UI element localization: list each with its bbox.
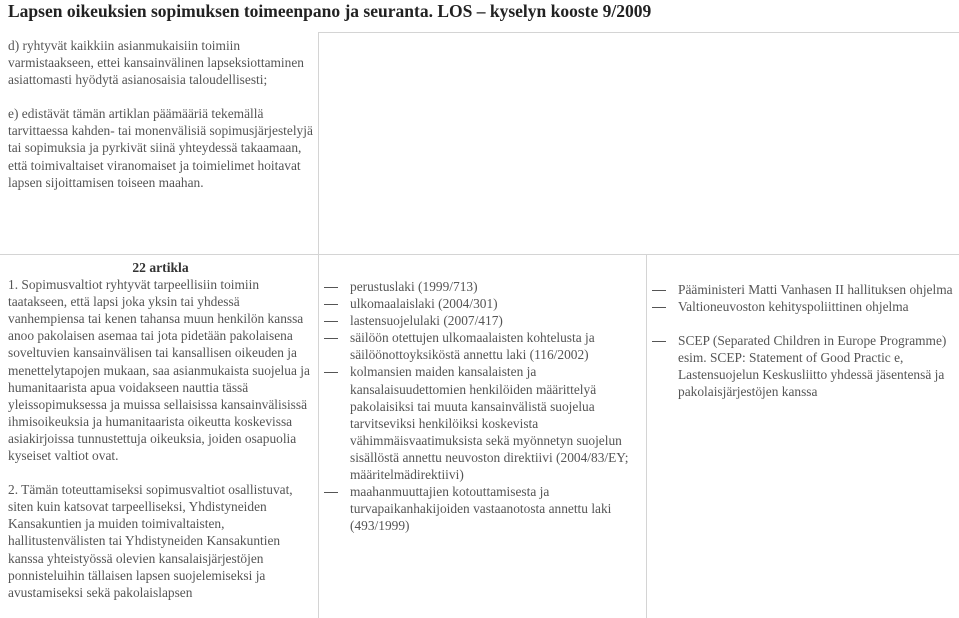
list-item: SCEP (Separated Children in Europe Programme) esim. SCEP: Statement of Good Practic e, Lastensuojelun Keskusliitto yhdessä jäsentensä ja pakolaisjärjestöjen kanssa (650, 332, 955, 400)
legislation-cell (322, 278, 642, 534)
table-divider-vertical-1 (318, 32, 319, 618)
article-title: 22 artikla (132, 260, 189, 275)
article-paragraph-2: 2. Tämän toteuttamiseksi sopimusvaltiot osallistuvat, siten kuin katsovat tarpeelliseksi, Yhdistyneiden Kansakuntien ja muiden toimivaltaisten, hallitustenvälisten tai Yhdistyneiden Kansakuntien kanssa yhteistyössä olevien kansalaisjärjestöjen ponnisteluihin tällaisen lapsen suojelemiseksi ja avustamiseksi sekä pakolaislapsen (8, 482, 293, 600)
list-item: maahanmuuttajien kotouttamisesta ja turvapaikanhakijoiden vastaanotosta annettu laki (493/1999) (322, 483, 642, 534)
article-paragraph-1: 1. Sopimusvaltiot ryhtyvät tarpeellisiin toimiin taatakseen, että lapsi joka yksin tai yhdessä vanhempiensa tai kenen tahansa muun henkilön kanssa anoo pakolaisen asemaa tai jota pidetään pakolaisena soveltuvien kansainvälisen tai kansallisen oikeuden ja menettelytapojen mukaan, saa asianmukaista suojelua ja humanitaarista apua voidakseen nauttia tässä yleissopimuksessa ja muissa sellaisissa kansainvälisissä ihmisoikeuksia ja humanitaarista oikeutta koskevissa asiakirjoissa tunnustettuja oikeuksia, joiden osapuolia kyseiset valtiot ovat. (8, 277, 310, 464)
table-divider-vertical-2 (646, 255, 647, 618)
list-item: ulkomaalaislaki (2004/301) (322, 295, 642, 312)
programs-cell (650, 281, 955, 401)
list-item: Pääministeri Matti Vanhasen II hallituksen ohjelma (650, 281, 955, 298)
list-item: perustuslaki (1999/713) (322, 278, 642, 295)
table-border-top (318, 32, 959, 33)
page-title: Lapsen oikeuksien sopimuksen toimeenpano ja seuranta. LOS – kyselyn kooste 9/2009 (8, 1, 652, 21)
programs-list (650, 281, 955, 401)
list-item: lastensuojelulaki (2007/417) (322, 312, 642, 329)
list-item: kolmansien maiden kansalaisten ja kansalaisuudettomien henkilöiden määrittelyä pakolaisiksi tai muuta kansainvälistä suojelua tarvitseviksi henkilöiksi koskevista vähimmäisvaatimuksista sekä myönnetyn suojelun sisällöstä annettu neuvoston direktiivi (2004/83/EY; määritelmädirektiivi) (322, 363, 642, 483)
paragraph-d: d) ryhtyvät kaikkiin asianmukaisiin toimiin varmistaakseen, ettei kansainvälinen lapseksiottaminen asiattomasti hyödytä asianosaisia taloudellisesti; (8, 38, 304, 88)
article-22 (8, 259, 313, 601)
list-item: säilöön otettujen ulkomaalaisten kohtelusta ja säilöönottoyksiköstä annettu laki (116/2002) (322, 329, 642, 363)
article-21-excerpt (8, 37, 313, 191)
row-divider (0, 254, 959, 255)
list-item: Valtioneuvoston kehityspoliittinen ohjelma (650, 298, 955, 315)
legislation-list (322, 278, 642, 534)
paragraph-e: e) edistävät tämän artiklan päämääriä tekemällä tarvittaessa kahden- tai monenvälisiä sopimusjärjestelyjä tai sopimuksia ja pyrkivät siinä yhteydessä takaamaan, että toimivaltaiset viranomaiset ja toimielimet hoitavat lapsen sijoittamisen toiseen maahan. (8, 106, 313, 190)
